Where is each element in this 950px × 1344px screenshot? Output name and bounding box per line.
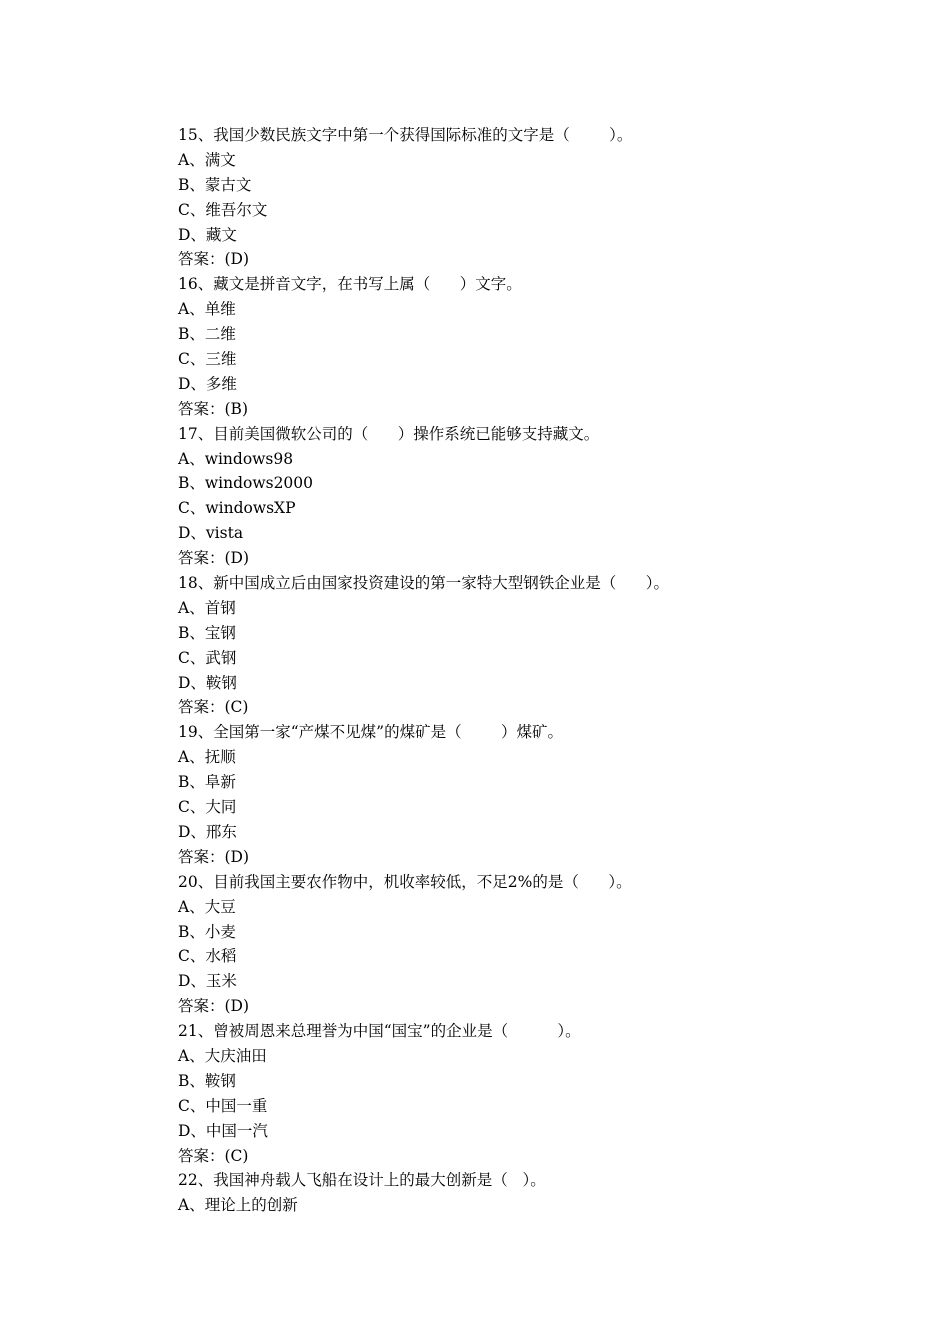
answer-key: 答案：(D) [178, 250, 250, 269]
answer-option: B、宝钢 [178, 623, 236, 642]
answer-option: A、理论上的创新 [178, 1196, 298, 1215]
answer-option: D、邢东 [178, 822, 237, 841]
answer-key: 答案：(C) [178, 1146, 249, 1165]
answer-option: A、大豆 [178, 897, 236, 916]
question-stem: 20、目前我国主要农作物中，机收率较低，不足2%的是（ ）。 [178, 872, 632, 891]
question-stem: 16、藏文是拼音文字，在书写上属（ ）文字。 [178, 275, 522, 294]
answer-option: A、大庆油田 [178, 1046, 267, 1065]
question-stem: 19、全国第一家“产煤不见煤”的煤矿是（ ）煤矿。 [178, 723, 563, 742]
answer-option: A、windows98 [178, 449, 294, 468]
answer-option: C、windowsXP [178, 499, 296, 518]
answer-option: C、中国一重 [178, 1096, 268, 1115]
question-block [178, 422, 778, 571]
answer-option: A、首钢 [178, 598, 236, 617]
answer-option: C、大同 [178, 798, 237, 817]
answer-option: C、武钢 [178, 648, 237, 667]
answer-key: 答案：(D) [178, 549, 250, 568]
answer-option: D、vista [178, 524, 244, 543]
question-stem: 18、新中国成立后由国家投资建设的第一家特大型钢铁企业是（ ）。 [178, 574, 670, 593]
answer-option: B、阜新 [178, 773, 236, 792]
question-block [178, 123, 778, 272]
question-block [178, 1019, 778, 1168]
answer-option: D、藏文 [178, 225, 237, 244]
question-block [178, 1168, 778, 1218]
question-stem: 22、我国神舟载人飞船在设计上的最大创新是（ ）。 [178, 1171, 546, 1190]
answer-option: C、水稻 [178, 947, 237, 966]
answer-key: 答案：(D) [178, 997, 250, 1016]
answer-option: D、中国一汽 [178, 1121, 268, 1140]
answer-key: 答案：(D) [178, 847, 250, 866]
question-block [178, 870, 778, 1019]
answer-option: A、抚顺 [178, 748, 236, 767]
answer-option: B、蒙古文 [178, 175, 252, 194]
answer-option: A、单维 [178, 300, 236, 319]
answer-option: C、三维 [178, 350, 237, 369]
question-stem: 15、我国少数民族文字中第一个获得国际标准的文字是（ ）。 [178, 126, 633, 144]
answer-key: 答案：(B) [178, 399, 248, 418]
answer-option: B、鞍钢 [178, 1071, 236, 1090]
question-list [178, 123, 778, 1218]
answer-option: B、小麦 [178, 922, 236, 941]
answer-option: B、windows2000 [178, 474, 314, 493]
answer-key: 答案：(C) [178, 698, 249, 717]
question-stem: 21、曾被周恩来总理誉为中国“国宝”的企业是（ ）。 [178, 1022, 581, 1041]
question-block [178, 272, 778, 421]
question-stem: 17、目前美国微软公司的（ ）操作系统已能够支持藏文。 [178, 424, 600, 443]
answer-option: D、玉米 [178, 972, 237, 991]
answer-option: A、满文 [178, 150, 236, 169]
answer-option: C、维吾尔文 [178, 200, 268, 219]
answer-option: B、二维 [178, 325, 236, 344]
answer-option: D、多维 [178, 374, 237, 393]
question-block [178, 571, 778, 720]
question-block [178, 720, 778, 869]
answer-option: D、鞍钢 [178, 673, 237, 692]
